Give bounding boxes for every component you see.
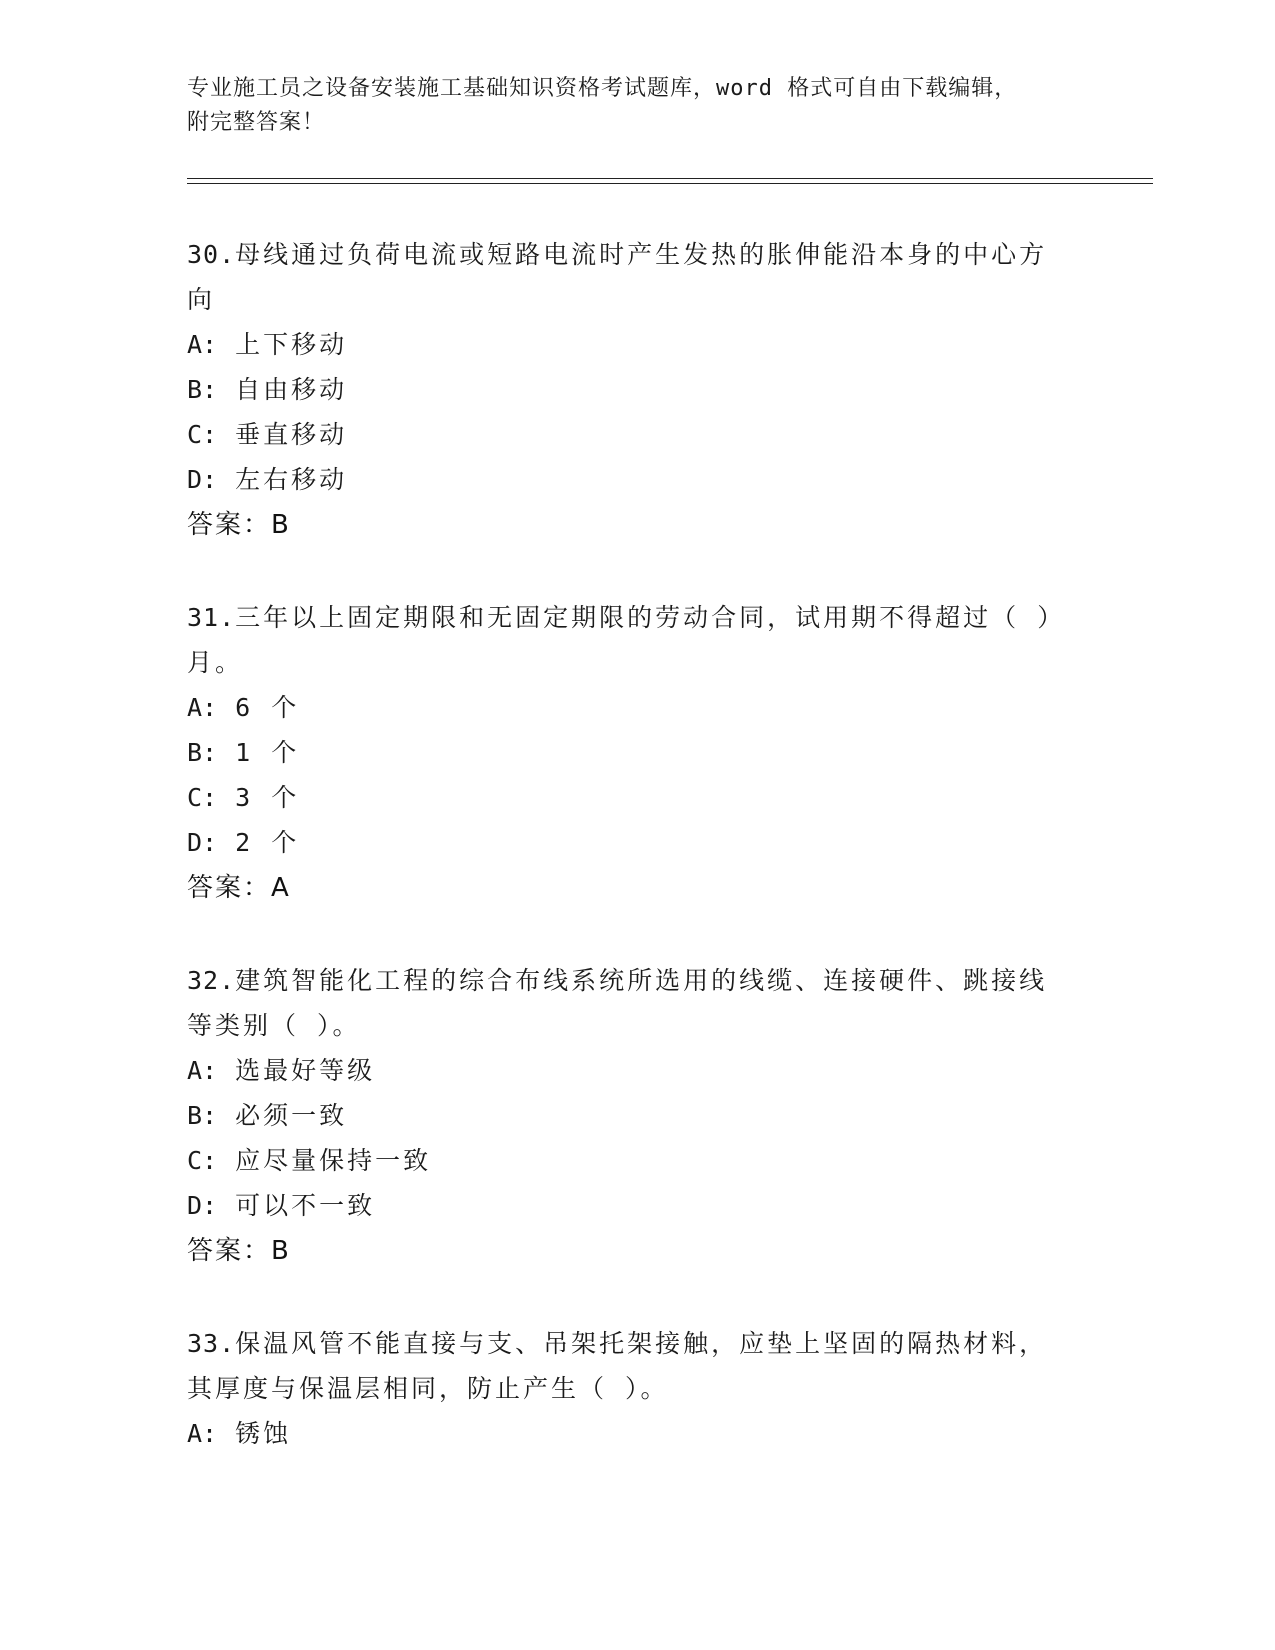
option-a xyxy=(187,1048,1067,1093)
option-c xyxy=(187,1138,1067,1183)
question-text: 母线通过负荷电流或短路电流时产生发热的胀伸能沿本身的中心方向 xyxy=(187,240,1048,314)
question-stem xyxy=(187,958,1067,1048)
option-d xyxy=(187,820,1067,865)
question-number: 30. xyxy=(187,240,236,269)
option-key: B: xyxy=(187,1101,218,1130)
option-d xyxy=(187,457,1067,502)
option-text: 3 个 xyxy=(235,783,300,812)
option-b xyxy=(187,1093,1067,1138)
option-key: D: xyxy=(187,1191,218,1220)
option-text: 选最好等级 xyxy=(235,1056,376,1085)
question-stem xyxy=(187,232,1067,322)
option-c xyxy=(187,412,1067,457)
header-divider-bottom xyxy=(187,183,1153,184)
option-text: 2 个 xyxy=(235,828,300,857)
answer-line: 答案：B xyxy=(187,510,291,540)
question-text: 三年以上固定期限和无固定期限的劳动合同，试用期不得超过（ ）月。 xyxy=(187,603,1066,677)
option-d xyxy=(187,1183,1067,1228)
option-text: 左右移动 xyxy=(235,465,348,494)
document-header xyxy=(187,72,1087,140)
question-stem xyxy=(187,595,1067,685)
option-text: 锈蚀 xyxy=(235,1419,292,1448)
question-text: 保温风管不能直接与支、吊架托架接触，应垫上坚固的隔热材料，其厚度与保温层相同，防止产生（ ）。 xyxy=(187,1329,1048,1403)
answer-line: 答案：A xyxy=(187,873,291,903)
header-line-1: 专业施工员之设备安装施工基础知识资格考试题库，word 格式可自由下载编辑， xyxy=(187,76,1018,101)
option-key: B: xyxy=(187,375,218,404)
header-divider-top xyxy=(187,178,1153,179)
option-key: D: xyxy=(187,465,218,494)
option-a xyxy=(187,685,1067,730)
option-key: B: xyxy=(187,738,218,767)
option-key: C: xyxy=(187,1146,218,1175)
option-key: C: xyxy=(187,783,218,812)
option-text: 上下移动 xyxy=(235,330,348,359)
option-text: 自由移动 xyxy=(235,375,348,404)
option-b xyxy=(187,367,1067,412)
question-30 xyxy=(187,232,1067,548)
option-text: 必须一致 xyxy=(235,1101,348,1130)
option-text: 6 个 xyxy=(235,693,300,722)
question-number: 31. xyxy=(187,603,236,632)
answer-line: 答案：B xyxy=(187,1236,291,1266)
question-stem xyxy=(187,1321,1067,1411)
question-number: 32. xyxy=(187,966,236,995)
option-text: 垂直移动 xyxy=(235,420,348,449)
option-key: C: xyxy=(187,420,218,449)
option-text: 可以不一致 xyxy=(235,1191,376,1220)
option-a xyxy=(187,322,1067,367)
option-text: 1 个 xyxy=(235,738,300,767)
option-key: A: xyxy=(187,693,218,722)
option-key: A: xyxy=(187,1419,218,1448)
option-key: A: xyxy=(187,1056,218,1085)
option-b xyxy=(187,730,1067,775)
question-32 xyxy=(187,958,1067,1274)
question-number: 33. xyxy=(187,1329,236,1358)
question-33 xyxy=(187,1321,1067,1456)
header-line-2: 附完整答案！ xyxy=(187,110,326,135)
question-31 xyxy=(187,595,1067,911)
option-key: A: xyxy=(187,330,218,359)
option-key: D: xyxy=(187,828,218,857)
option-a xyxy=(187,1411,1067,1456)
option-text: 应尽量保持一致 xyxy=(235,1146,432,1175)
option-c xyxy=(187,775,1067,820)
question-text: 建筑智能化工程的综合布线系统所选用的线缆、连接硬件、跳接线等类别（ ）。 xyxy=(187,966,1048,1040)
